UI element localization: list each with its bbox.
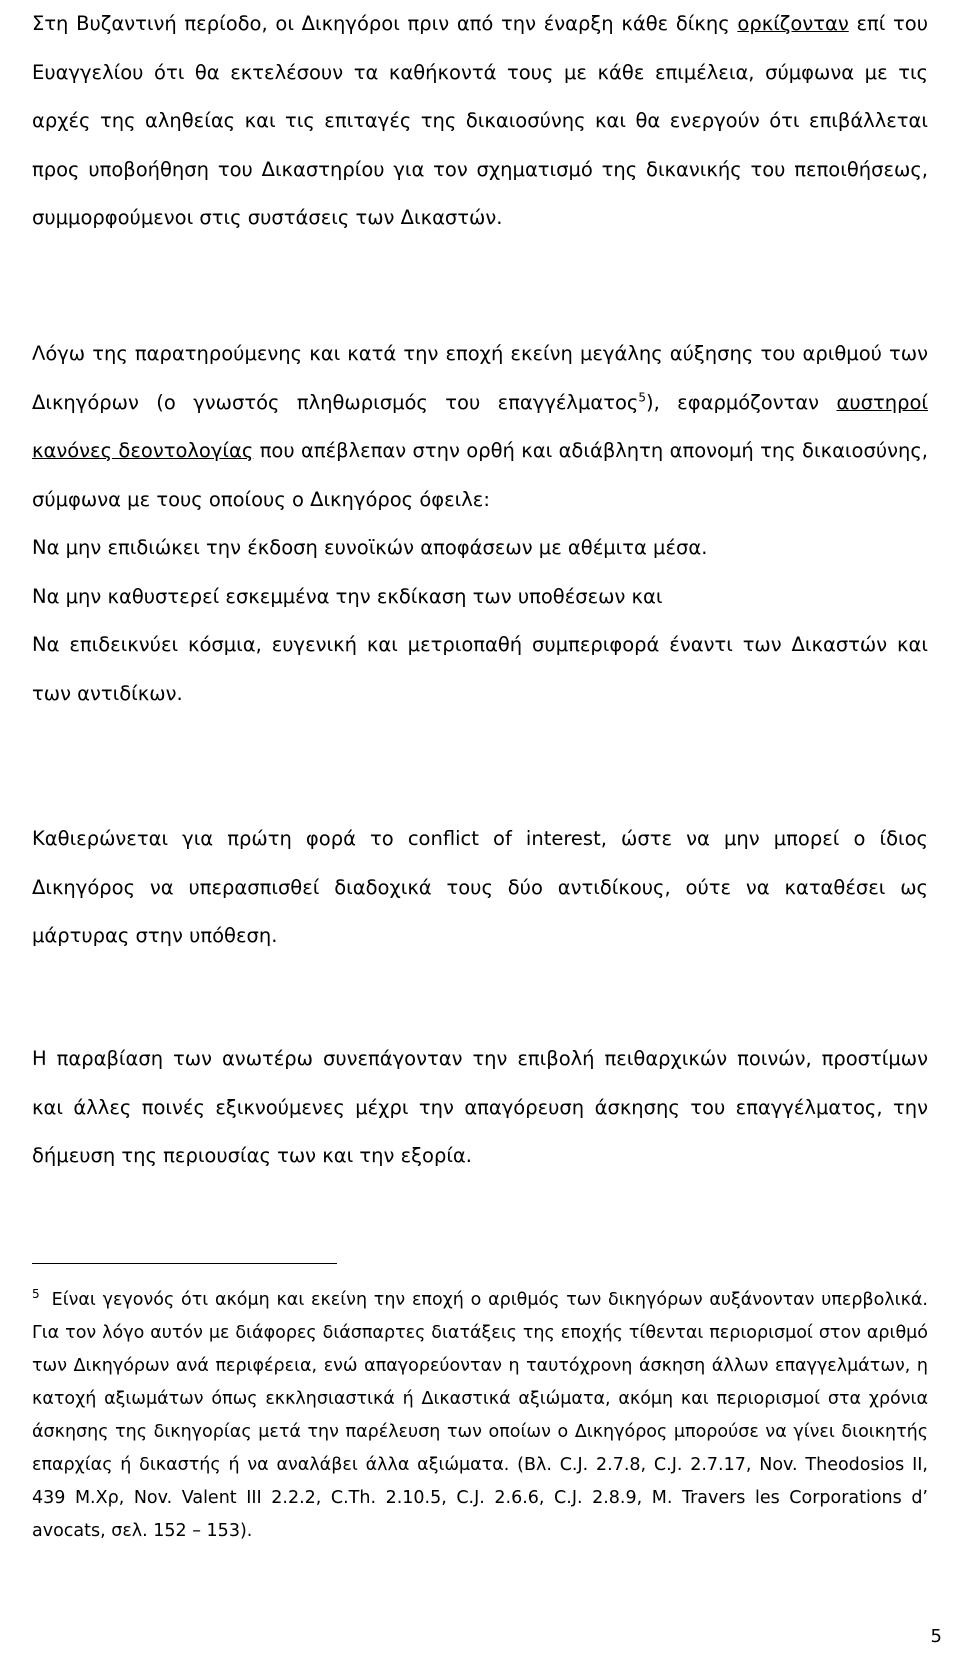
footnote-separator [32, 1263, 337, 1264]
paragraph-1-text-start: Στη Βυζαντινή περίοδο, οι Δικηγόροι πριν από την έναρξη κάθε δίκης [32, 12, 738, 35]
oath-link[interactable]: ορκίζονταν [737, 12, 849, 35]
paragraph-2-text-mid: ), εφαρμόζονταν [645, 390, 837, 414]
footnote-reference[interactable]: 5 [638, 390, 646, 404]
paragraph-1-text-end: επί του Ευαγγελίου ότι θα εκτελέσουν τα καθήκοντά τους με κάθε επιμέλεια, σύμφωνα με τις αρχές της αληθείας και τις επιταγές της δικαιοσύνης και θα ενεργούν ότι επιβάλλεται προς υποβοήθηση του Δικαστηρίου για τον σχηματισμό της δικανικής του πεποιθήσεως, συμμορφούμενοι στις συστάσεις των Δικαστών. [32, 12, 928, 229]
page-number: 5 [930, 1626, 942, 1647]
paragraph-2-text-end: που απέβλεπαν στην ορθή και αδιάβλητη απονομή της δικαιοσύνης, σύμφωνα με τους οποίους ο Δικηγόρος όφειλε: [32, 439, 928, 511]
footnote-number: 5 [32, 1287, 40, 1302]
ethics-rules-link[interactable]: αυστηροί κανόνες δεοντολογίας [32, 390, 929, 462]
obligation-item: Να μην καθυστερεί εσκεμμένα την εκδίκαση των υποθέσεων και [32, 584, 663, 608]
paragraph-conflict-of-interest: Καθιερώνεται για πρώτη φορά το conflict of interest, ώστε να μην μπορεί ο ίδιος Δικηγόρος να υπερασπισθεί διαδοχικά τους δύο αντιδίκους, ούτε να καταθέσει ως μάρτυρας στην υπόθεση. [32, 827, 928, 947]
paragraph-2-text-start: Λόγω της παρατηρούμενης και κατά την εποχή εκείνη μεγάλης αύξησης του αριθμού των Δικηγόρων (ο γνωστός πληθωρισμός του επαγγέλματος [32, 342, 928, 414]
paragraph-2-intro [32, 330, 928, 524]
obligation-item: Να επιδεικνύει κόσμια, ευγενική και μετριοπαθή συμπεριφορά έναντι των Δικαστών και των αντιδίκων. [32, 633, 928, 705]
obligation-item: Να μην επιδιώκει την έκδοση ευνοϊκών αποφάσεων με αθέμιτα μέσα. [32, 536, 708, 559]
paragraph-ethics-rules [32, 330, 928, 718]
footnote-text: Είναι γεγονός ότι ακόμη και εκείνη την εποχή ο αριθμός των δικηγόρων αυξάνονταν υπερβολικά. Για τον λόγο αυτόν με διάφορες διάσπαρτες διατάξεις της εποχής τίθενται περιορισμοί στον αριθμό των Δικηγόρων ανά περιφέρεια, ενώ απαγορεύονταν η ταυτόχρονη άσκηση άλλων επαγγελμάτων, η κατοχή αξιωμάτων όπως εκκλησιαστικά ή Δικαστικά αξιώματα, ακόμη και περιορισμοί στα χρόνια άσκησης της δικηγορίας μετά την παρέλευση των οποίων ο Δικηγόρος μπορούσε να γίνει διοικητής επαρχίας ή δικαστής ή να αναλάβει άλλα αξιώματα. (Βλ. C.J. 2.7.8, C.J. 2.7.17, Nov. Theodosios II, 439 M.Χρ, Nov. Valent III 2.2.2, C.Th. 2.10.5, C.J. 2.6.6, C.J. 2.8.9, M. Travers les Corporations d’ avocats, σελ. 152 – 153). [32, 1290, 928, 1541]
paragraph-penalties: Η παραβίαση των ανωτέρω συνεπάγονταν την επιβολή πειθαρχικών ποινών, προστίμων και άλλες ποινές εξικνούμενες μέχρι την απαγόρευση άσκησης του επαγγέλματος, την δήμευση της περιουσίας των και την εξορία. [32, 1047, 928, 1167]
paragraph-byzantine-oath [32, 0, 928, 243]
footnote [32, 1284, 928, 1548]
